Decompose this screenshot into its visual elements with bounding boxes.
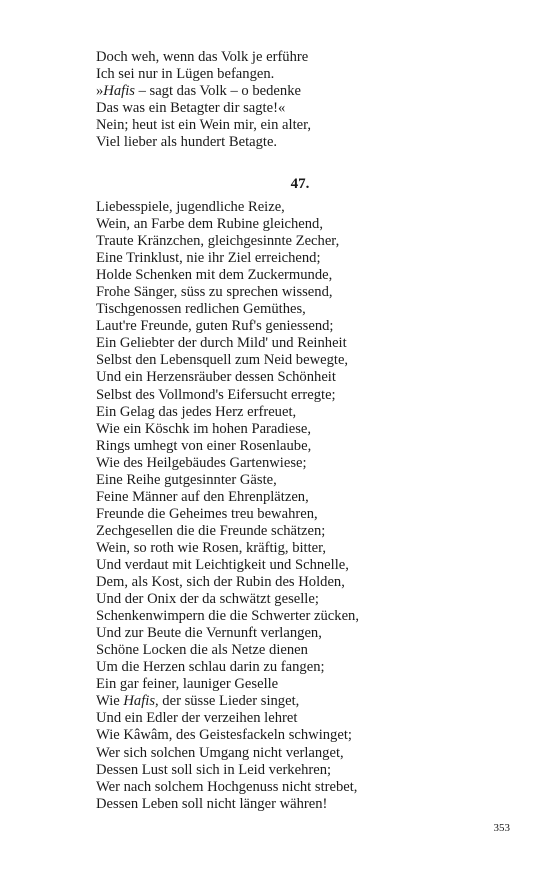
verse-line: Und der Onix der da schwätzt geselle; — [96, 591, 319, 608]
verse-line: Liebesspiele, jugendliche Reize, — [96, 199, 285, 215]
verse-line — [96, 83, 496, 100]
poem-number: 47. — [290, 176, 310, 192]
poem-body — [96, 199, 496, 813]
verse-line: Wie Kâwâm, des Geistesfackeln schwinget; — [96, 727, 352, 744]
verse-fragment: » — [96, 83, 104, 100]
verse-line: Viel lieber als hundert Betagte. — [96, 134, 278, 151]
verse-line: Wein, an Farbe dem Rubine gleichend, — [96, 216, 323, 233]
verse-line: Frohe Sänger, süss zu sprechen wissend, — [96, 284, 333, 301]
verse-line: Tischgenossen redlichen Gemüthes, — [96, 301, 306, 318]
verse-line: Rings umhegt von einer Rosenlaube, — [96, 437, 312, 454]
verse-line: Eine Trinklust, nie ihr Ziel erreichend; — [96, 250, 321, 267]
verse-line: Selbst den Lebensquell zum Neid bewegte, — [96, 352, 349, 369]
verse-line: Wer sich solchen Umgang nicht verlanget, — [96, 744, 344, 761]
verse-line — [96, 693, 496, 710]
verse-line: Dessen Leben soll nicht länger währen! — [96, 795, 328, 812]
verse-line: Doch weh, wenn das Volk je erführe — [96, 49, 309, 65]
verse-line: Und ein Herzensräuber dessen Schönheit — [96, 369, 336, 386]
verse-line: Ich sei nur in Lügen befangen. — [96, 66, 275, 83]
verse-line: Nein; heut ist ein Wein mir, ein alter, — [96, 117, 312, 134]
page-number: 353 — [493, 822, 510, 834]
name-italic: Hafis — [103, 83, 135, 100]
verse-line: Zechgesellen die die Freunde schätzen; — [96, 522, 326, 539]
verse-line: Eine Reihe gutgesinnter Gäste, — [96, 471, 277, 488]
verse-fragment: Wie — [96, 693, 124, 710]
verse-line: Dem, als Kost, sich der Rubin des Holden, — [96, 574, 345, 591]
verse-line: Das was ein Betagter dir sagte!« — [96, 100, 286, 117]
verse-line: Ein Geliebter der durch Mild' und Reinheit — [96, 335, 347, 352]
verse-line: Selbst des Vollmond's Eifersucht erregte; — [96, 386, 336, 403]
verse-line: Ein Gelag das jedes Herz erfreuet, — [96, 403, 297, 420]
verse-line: Holde Schenken mit dem Zuckermunde, — [96, 267, 333, 284]
verse-line: Wie des Heilgebäudes Gartenwiese; — [96, 454, 307, 471]
verse-line: Traute Kränzchen, gleichgesinnte Zecher, — [96, 233, 340, 250]
verse-line: Laut're Freunde, guten Ruf's geniessend; — [96, 318, 334, 335]
verse-line: Wer nach solchem Hochgenuss nicht strebet, — [96, 778, 358, 795]
verse-line: Feine Männer auf den Ehrenplätzen, — [96, 488, 309, 505]
verse-line: Freunde die Geheimes treu bewahren, — [96, 505, 318, 522]
verse-fragment: , der süsse Lieder singet, — [155, 693, 300, 710]
verse-line: Dessen Lust soll sich in Leid verkehren; — [96, 761, 332, 778]
top-stanza — [96, 49, 496, 151]
verse-fragment: – sagt das Volk – o bedenke — [134, 83, 301, 100]
verse-line: Schenkenwimpern die die Schwerter zücken, — [96, 608, 359, 625]
verse-line: Wie ein Köschk im hohen Paradiese, — [96, 420, 312, 437]
verse-line: Und ein Edler der verzeihen lehret — [96, 710, 298, 727]
verse-line: Und zur Beute die Vernunft verlangen, — [96, 625, 322, 642]
verse-line: Schöne Locken die als Netze dienen — [96, 642, 308, 659]
verse-line: Und verdaut mit Leichtigkeit und Schnelle, — [96, 556, 349, 573]
verse-line: Ein gar feiner, launiger Geselle — [96, 676, 279, 693]
name-italic: Hafis — [123, 693, 155, 710]
verse-line: Wein, so roth wie Rosen, kräftig, bitter, — [96, 539, 327, 556]
verse-line: Um die Herzen schlau darin zu fangen; — [96, 659, 325, 676]
